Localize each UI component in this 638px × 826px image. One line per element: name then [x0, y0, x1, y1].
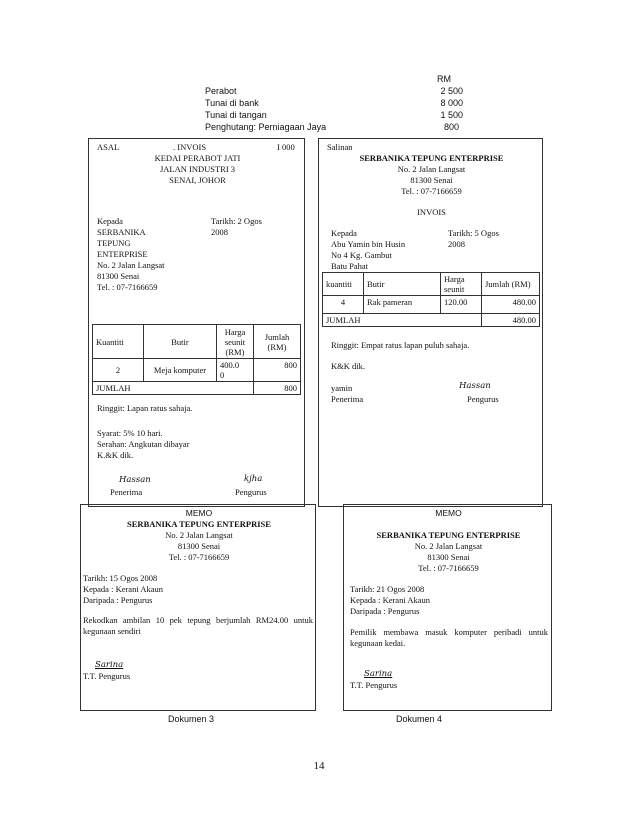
col-total-header: Jumlah (RM) [254, 325, 301, 359]
company-city: SENAI, JOHOR [169, 175, 226, 185]
invoice-number: I 000 [277, 142, 295, 152]
document-caption: Dokumen 4 [396, 714, 443, 724]
memo-signature: Sarina [364, 669, 393, 679]
invoice-title: INVOIS [417, 207, 446, 217]
receiver-signature: Hassan [119, 475, 151, 485]
memo-title: MEMO [435, 508, 462, 518]
company-city: 81300 Senai [427, 552, 470, 562]
kk-label: K&K dik. [331, 361, 365, 371]
invoice-table [322, 272, 540, 327]
col-qty-header: Kuantiti [93, 325, 144, 359]
manager-signature: Hassan [459, 381, 491, 391]
table-row: 4 Rak pameran 120.00 480.00 [323, 296, 540, 314]
total-row: JUMLAH 480.00 [323, 314, 540, 327]
memo-header: Tarikh: 15 Ogos 2008 Kepada : Kerani Akaun Daripada : Pengurus [83, 573, 164, 605]
col-item-header: Butir [144, 325, 217, 359]
company-name: SERBANIKA TEPUNG ENTERPRISE [376, 530, 521, 540]
amount-words: Ringgit: Lapan ratus sahaja. [97, 403, 193, 413]
manager-label: Pengurus [235, 487, 267, 497]
receiver-label: Penerima [331, 394, 364, 404]
balance-header: RM [437, 74, 451, 84]
receiver-signature: yamin [331, 383, 353, 393]
memo-title: MEMO [185, 508, 213, 518]
invoice-asal [88, 138, 305, 507]
col-price-header: Harga seunit [441, 273, 482, 296]
company-city: 81300 Senai [410, 175, 453, 185]
col-item-header: Butir [364, 273, 441, 296]
company-name: SERBANIKA TEPUNG ENTERPRISE [127, 519, 271, 529]
company-address: No. 2 Jalan Langsat [414, 541, 483, 551]
asal-label: ASAL [97, 142, 120, 152]
memo-signer: T.T. Pengurus [350, 680, 398, 690]
company-name: SERBANIKA TEPUNG ENTERPRISE [359, 153, 504, 163]
recipient-block: Kepada SERBANIKA TEPUNG ENTERPRISE No. 2 Jalan Langsat 81300 Senai Tel. : 07-7166659 [97, 216, 165, 292]
company-address: No. 2 Jalan Langsat [397, 164, 466, 174]
memo-dokumen-4 [343, 504, 552, 711]
company-city: 81300 Senai [177, 541, 221, 551]
terms: Syarat: 5% 10 hari. Serahan: Angkutan dibayar K.&K dik. [97, 428, 190, 460]
invoice-title: . INVOIS [173, 142, 207, 152]
col-total-header: Jumlah (RM) [482, 273, 540, 296]
company-phone: Tel. : 07-7166659 [401, 186, 462, 196]
memo-body: Rekodkan ambilan 10 pek tepung berjumlah RM24.00 untuk kegunaan sendiri [83, 615, 313, 636]
invoice-date: Tarikh: 2 Ogos 2008 [211, 216, 262, 237]
recipient-block: Kepada Abu Yamin bin Husin No 4 Kg. Gambut Batu Pahat [331, 228, 406, 271]
company-name: KEDAI PERABOT JATI [154, 153, 241, 163]
memo-dokumen-3 [80, 504, 316, 711]
document-caption: Dokumen 3 [168, 714, 215, 724]
balance-row: Penghutang: Perniagaan Jaya 800 [205, 122, 459, 132]
manager-signature: kjha [244, 474, 263, 484]
manager-label: Pengurus [467, 394, 499, 404]
balance-row: Tunai di bank 8 000 [205, 98, 463, 108]
company-address: No. 2 Jalan Langsat [165, 530, 233, 540]
receiver-label: Penerima [110, 487, 143, 497]
amount-words: Ringgit: Empat ratus lapan puluh sahaja. [331, 340, 470, 350]
memo-body: Pemilik membawa masuk komputer peribadi untuk kegunaan kedai. [350, 627, 548, 648]
balance-list [205, 73, 463, 133]
balance-row: Tunai di tangan 1 500 [205, 110, 463, 120]
total-row: JUMLAH 800 [93, 382, 301, 395]
table-row: 2 Meja komputer 400.0 0 800 [93, 359, 301, 382]
col-qty-header: kuantiti [323, 273, 364, 296]
invoice-salinan [318, 138, 543, 507]
company-address: JALAN INDUSTRI 3 [159, 164, 236, 174]
memo-signer: T.T. Pengurus [83, 671, 131, 681]
balance-row: Perabot 2 500 [205, 86, 463, 96]
company-phone: Tel. : 07-7166659 [418, 563, 479, 573]
page-number: 14 [313, 760, 325, 772]
invoice-date: Tarikh: 5 Ogos 2008 [448, 228, 499, 249]
memo-signature: Sarina [95, 660, 124, 670]
invoice-table [92, 324, 301, 395]
col-price-header: Harga seunit (RM) [217, 325, 254, 359]
salinan-label: Salinan [327, 142, 353, 152]
company-phone: Tel. : 07-7166659 [168, 552, 230, 562]
memo-header: Tarikh: 21 Ogos 2008 Kepada : Kerani Akaun Daripada : Pengurus [350, 584, 431, 616]
